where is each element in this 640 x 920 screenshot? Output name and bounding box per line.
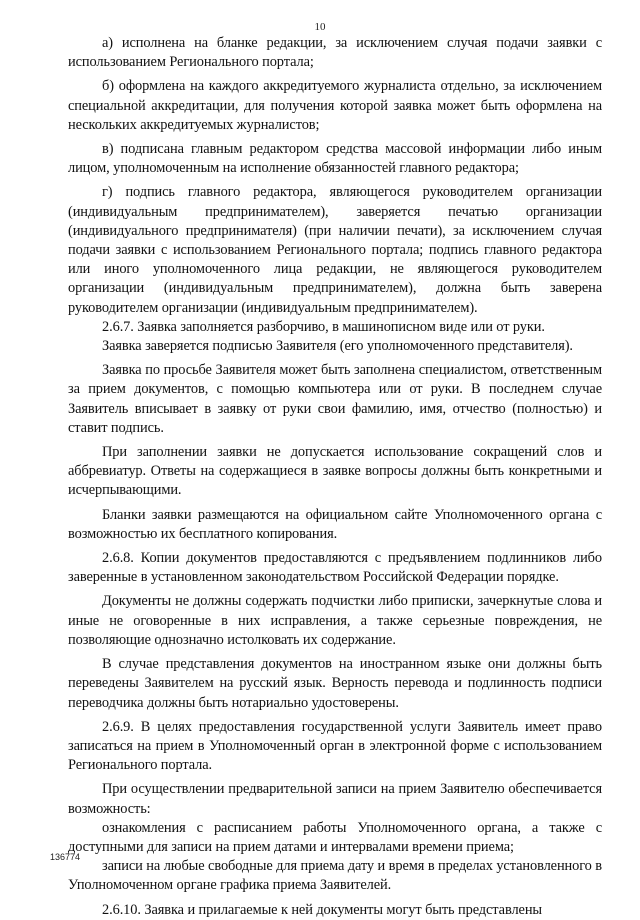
- paragraph-booking: записи на любые свободные для приема дату и время в пределах установленного в Уполномоченном органе графика приема Заявителей.: [68, 858, 602, 894]
- paragraph-specialist: Заявка по просьбе Заявителя может быть заполнена специалистом, ответственным за прием документов, с помощью компьютера или от руки. В последнем случае Заявитель вписывает в заявку от руки свои фамилию, имя, отчество (полностью) и ставит подпись.: [68, 362, 602, 436]
- paragraph-item-a: а) исполнена на бланке редакции, за исключением случая подачи заявки с использованием Регионального портала;: [68, 35, 602, 71]
- paragraph-item-v: в) подписана главным редактором средства массовой информации либо иным лицом, уполномоченным на исполнение обязанностей главного редактора;: [68, 141, 602, 177]
- paragraph-clause-2-6-8: 2.6.8. Копии документов предоставляются с предъявлением подлинников либо заверенные в установленном законодательством Российской Федерации порядке.: [68, 550, 602, 586]
- paragraph-clause-2-6-7: 2.6.7. Заявка заполняется разборчиво, в машинописном виде или от руки.: [102, 318, 545, 335]
- paragraph-corrections: Документы не должны содержать подчистки либо приписки, зачеркнутые слова и иные не оговоренные в них исправления, а также серьезные повреждения, не позволяющие однозначно истолковать их содержание.: [68, 593, 602, 648]
- paragraph-pre-registration: При осуществлении предварительной записи на прием Заявителю обеспечивается возможность:: [68, 781, 602, 817]
- paragraph-translation: В случае представления документов на иностранном языке они должны быть переведены Заявителем на русский язык. Верность перевода и подлинность подписи переводчика должны быть нотариально удостоверены.: [68, 656, 602, 711]
- paragraph-forms: Бланки заявки размещаются на официальном сайте Уполномоченного органа с возможностью их бесплатного копирования.: [68, 506, 602, 542]
- paragraph-clause-2-6-10: 2.6.10. Заявка и прилагаемые к ней документы могут быть представлены: [102, 901, 543, 918]
- document-body: [68, 34, 602, 920]
- paragraph-item-g: г) подпись главного редактора, являющегося руководителем организации (индивидуальным предпринимателем), заверяется печатью организации (индивидуального предпринимателя) (при наличии печати), за исключением случая подачи заявки с использованием Регионального портала; подпись главного редактора или иного уполномоченного лица редакции, не являющегося руководителем организации (индивидуальным предпринимателем), должна быть заверена руководителем организации (индивидуальным предпринимателем).: [68, 184, 602, 316]
- footer-document-code: 136774: [50, 852, 81, 862]
- paragraph-item-b: б) оформлена на каждого аккредитуемого журналиста отдельно, за исключением специальной аккредитации, для получения которой заявка может быть оформлена на нескольких аккредитуемых журналистов;: [68, 78, 602, 133]
- paragraph-clause-2-6-9: 2.6.9. В целях предоставления государственной услуги Заявитель имеет право записаться на прием в Уполномоченный орган в электронной форме с использованием Регионального портала.: [68, 718, 602, 774]
- paragraph-signature: Заявка заверяется подписью Заявителя (его уполномоченного представителя).: [102, 338, 573, 355]
- page-number: 10: [314, 21, 326, 33]
- paragraph-abbreviations: При заполнении заявки не допускается использование сокращений слов и аббревиатур. Ответы на содержащиеся в заявке вопросы должны быть конкретными и исчерпывающими.: [68, 444, 602, 499]
- paragraph-schedule: ознакомления с расписанием работы Уполномоченного органа, а также с доступными для записи на прием датами и интервалами времени приема;: [68, 819, 602, 855]
